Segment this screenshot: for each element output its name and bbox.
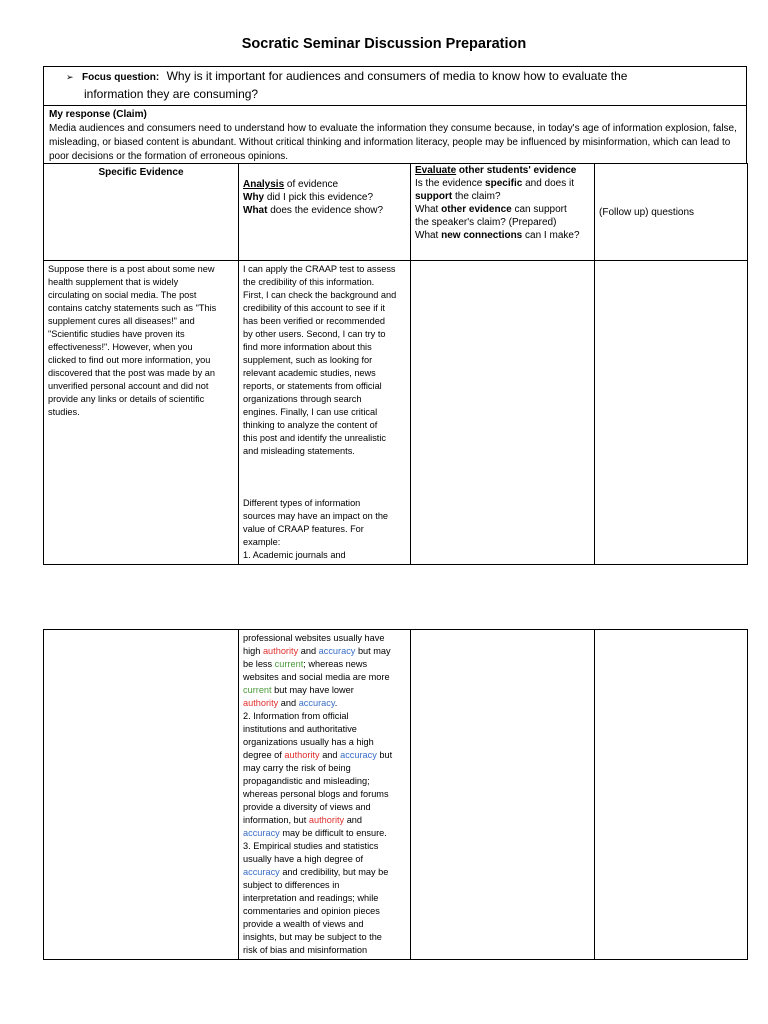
analysis-line: websites and social media are more xyxy=(243,672,390,682)
analysis-line: reports, or statements from official xyxy=(243,381,382,391)
analysis-line: credibility of this account to see if it xyxy=(243,303,385,313)
keyword-accuracy: accuracy xyxy=(243,867,280,877)
keyword-accuracy: accuracy xyxy=(243,828,280,838)
claim-box xyxy=(43,105,747,164)
evidence-line: contains catchy statements such as "This xyxy=(48,303,217,313)
analysis-line: whereas personal blogs and forums xyxy=(243,789,389,799)
analysis-line: commentaries and opinion pieces xyxy=(243,906,380,916)
analysis-line: engines. Finally, I can use critical xyxy=(243,407,378,417)
analysis-line xyxy=(243,749,406,762)
eval-l3a: support xyxy=(415,191,453,202)
analysis-cell[interactable] xyxy=(239,261,411,565)
eval-l6b: new connections xyxy=(441,230,523,241)
text-run: degree of xyxy=(243,750,285,760)
analysis-line: by other users. Second, I can try to xyxy=(243,329,386,339)
table-header-row xyxy=(44,164,748,261)
follow-up-cell[interactable] xyxy=(595,261,748,565)
follow-up-cell[interactable] xyxy=(595,630,748,960)
analysis-underlined: Analysis xyxy=(243,179,285,190)
analysis-line: I can apply the CRAAP test to assess xyxy=(243,264,396,274)
analysis-line: value of CRAAP features. For xyxy=(243,524,364,534)
analysis-line: and misleading statements. xyxy=(243,446,355,456)
keyword-accuracy: accuracy xyxy=(318,646,356,656)
analysis-line: 1. Academic journals and xyxy=(243,550,346,560)
analysis-line xyxy=(243,814,406,827)
analysis-line: provide a diversity of views and xyxy=(243,802,371,812)
text-run: and xyxy=(298,646,319,656)
analysis-rest: of evidence xyxy=(284,179,339,190)
analysis-line: sources may have an impact on the xyxy=(243,511,389,521)
keyword-authority: authority xyxy=(284,750,320,760)
analysis-line: Different types of information xyxy=(243,498,361,508)
why-bold: Why xyxy=(243,192,265,203)
claim-label: My response (Claim) xyxy=(49,109,147,120)
text-run: ; whereas news xyxy=(303,659,368,669)
keyword-current: current xyxy=(243,685,272,695)
analysis-line: First, I can check the background and xyxy=(243,290,397,300)
analysis-line xyxy=(243,697,406,710)
why-rest: did I pick this evidence? xyxy=(264,192,374,203)
evidence-line: clicked to find out more information, you xyxy=(48,355,211,365)
header-follow-up: (Follow up) questions xyxy=(595,164,748,261)
evaluate-cell[interactable] xyxy=(411,630,595,960)
evidence-line: "Scientific studies have proven its xyxy=(48,329,185,339)
focus-question-line1: Why is it important for audiences and consumers of media to know how to evaluate the xyxy=(166,69,628,83)
evaluate-bold: other students' evidence xyxy=(456,165,577,176)
text-run: high xyxy=(243,646,263,656)
analysis-line: subject to differences in xyxy=(243,880,340,890)
eval-l4b: other evidence xyxy=(441,204,512,215)
analysis-line: relevant academic studies, news xyxy=(243,368,376,378)
analysis-line: example: xyxy=(243,537,281,547)
text-run: may be difficult to ensure. xyxy=(279,828,387,838)
focus-question-label: Focus question: xyxy=(82,72,160,83)
evidence-table-continued xyxy=(43,629,748,960)
eval-l3b: the claim? xyxy=(452,191,501,202)
keyword-accuracy: accuracy xyxy=(298,698,335,708)
analysis-cell-continued[interactable] xyxy=(239,630,411,960)
header-analysis xyxy=(239,164,411,261)
text-run: and xyxy=(344,815,363,825)
text-run: be less xyxy=(243,659,275,669)
analysis-line xyxy=(243,645,406,658)
evidence-line: supplement cures all diseases!" and xyxy=(48,316,195,326)
text-run: but may xyxy=(355,646,391,656)
analysis-line: professional websites usually have xyxy=(243,633,385,643)
evidence-line: effectiveness!". However, when you xyxy=(48,342,193,352)
analysis-line xyxy=(243,684,406,697)
evaluate-cell[interactable] xyxy=(411,261,595,565)
keyword-authority: authority xyxy=(308,815,345,825)
analysis-line xyxy=(243,827,406,840)
text-run: and xyxy=(319,750,341,760)
keyword-accuracy: accuracy xyxy=(340,750,377,760)
text-run: information, but xyxy=(243,815,309,825)
analysis-line: usually have a high degree of xyxy=(243,854,364,864)
paragraph-gap xyxy=(243,458,406,497)
text-run: but may have lower xyxy=(271,685,354,695)
text-run: but xyxy=(376,750,393,760)
evidence-cell[interactable] xyxy=(44,261,239,565)
eval-l6a: What xyxy=(415,230,442,241)
eval-l5: the speaker's claim? (Prepared) xyxy=(415,217,557,228)
table-row xyxy=(44,261,748,565)
evidence-line: discovered that the post was made by an xyxy=(48,368,216,378)
analysis-line: organizations usually has a high xyxy=(243,737,374,747)
analysis-line: find more information about this xyxy=(243,342,372,352)
analysis-line: propagandistic and misleading; xyxy=(243,776,370,786)
eval-l4c: can support xyxy=(511,204,567,215)
analysis-line: the credibility of this information. xyxy=(243,277,375,287)
header-specific-evidence: Specific Evidence xyxy=(44,164,239,261)
text-run: and xyxy=(278,698,299,708)
evidence-line: Suppose there is a post about some new xyxy=(48,264,215,274)
table-row xyxy=(44,630,748,960)
eval-l4a: What xyxy=(415,204,442,215)
evaluate-underlined: Evaluate xyxy=(415,165,457,176)
evidence-line: unverified personal account and did not xyxy=(48,381,209,391)
analysis-line: provide a wealth of views and xyxy=(243,919,364,929)
eval-l2a: Is the evidence xyxy=(415,178,486,189)
analysis-line: organizations through search xyxy=(243,394,362,404)
analysis-line: interpretation and readings; while xyxy=(243,893,379,903)
eval-l2c: and does it xyxy=(522,178,575,189)
analysis-line xyxy=(243,866,406,879)
evidence-line: health supplement that is widely xyxy=(48,277,179,287)
analysis-line: may carry the risk of being xyxy=(243,763,351,773)
what-rest: does the evidence show? xyxy=(267,205,384,216)
page-title: Socratic Seminar Discussion Preparation xyxy=(241,36,527,52)
evidence-line: studies. xyxy=(48,407,80,417)
keyword-authority: authority xyxy=(262,646,299,656)
evidence-table xyxy=(43,163,748,565)
evidence-cell[interactable] xyxy=(44,630,239,960)
keyword-current: current xyxy=(274,659,304,669)
analysis-line: supplement, such as looking for xyxy=(243,355,373,365)
analysis-line: 3. Empirical studies and statistics xyxy=(243,841,379,851)
analysis-line: has been verified or recommended xyxy=(243,316,385,326)
analysis-line: risk of bias and misinformation xyxy=(243,945,368,955)
analysis-line: thinking to analyze the content of xyxy=(243,420,378,430)
header-evaluate xyxy=(411,164,595,261)
analysis-line: 2. Information from official xyxy=(243,711,349,721)
claim-text: Media audiences and consumers need to understand how to evaluate the information they consume because, in today's age of information explosion, false, misleading, or biased content is abundant. Without critical thinking and information literacy, people may be influenced by misinformation, which can lead to poor decisions or the formation of erroneous opinions. xyxy=(49,123,737,162)
text-run: . xyxy=(334,698,338,708)
analysis-line: insights, but may be subject to the xyxy=(243,932,382,942)
analysis-line: this post and identify the unrealistic xyxy=(243,433,386,443)
focus-question-line2: information they are consuming? xyxy=(84,87,259,101)
analysis-line xyxy=(243,658,406,671)
what-bold: What xyxy=(243,205,268,216)
evidence-line: circulating on social media. The post xyxy=(48,290,197,300)
arrow-bullet-icon: ➢ xyxy=(66,72,74,82)
eval-l6c: can I make? xyxy=(522,230,580,241)
eval-l2b: specific xyxy=(485,178,523,189)
focus-question-box xyxy=(43,66,747,106)
text-run: and credibility, but may be xyxy=(279,867,389,877)
analysis-line: institutions and authoritative xyxy=(243,724,357,734)
evidence-line: provide any links or details of scientific xyxy=(48,394,205,404)
keyword-authority: authority xyxy=(243,698,279,708)
